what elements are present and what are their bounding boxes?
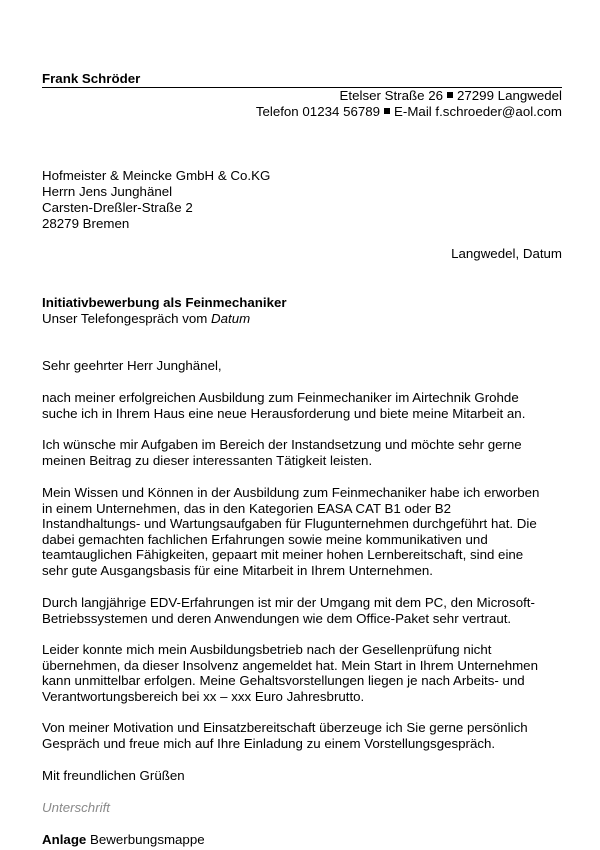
- recipient-person: Herrn Jens Junghänel: [42, 184, 173, 199]
- paragraph-line: sehr gute Ausgangsbasis für eine Mitarbeit in Ihrem Unternehmen.: [42, 562, 433, 578]
- sender-phone: Telefon 01234 56789: [255, 104, 381, 119]
- subject-line: Initiativbewerbung als Feinmechaniker: [42, 295, 287, 310]
- attachment-text: Bewerbungsmappe: [90, 832, 205, 847]
- separator-square-icon: [384, 108, 390, 114]
- attachment-label: Anlage: [42, 832, 87, 847]
- recipient-city: 28279 Bremen: [42, 216, 130, 231]
- body-paragraph-4: [42, 595, 572, 626]
- body-paragraph-3: [42, 485, 572, 579]
- sender-contact: [256, 104, 562, 120]
- attachment-line: [42, 832, 205, 848]
- body-paragraph-5: [42, 642, 572, 704]
- paragraph-line: Gespräch und freue mich auf Ihre Einladung zu einem Vorstellungsgespräch.: [42, 735, 496, 751]
- sender-email: E-Mail f.schroeder@aol.com: [394, 104, 562, 119]
- closing-phrase: Mit freundlichen Grüßen: [42, 768, 185, 783]
- paragraph-line: nach meiner erfolgreichen Ausbildung zum Feinmechaniker im Airtechnik Grohde: [42, 390, 519, 405]
- paragraph-line: Mein Wissen und Können in der Ausbildung zum Feinmechaniker habe ich erworben: [42, 485, 540, 500]
- signature-placeholder: Unterschrift: [42, 800, 110, 815]
- sender-city: 27299 Langwedel: [457, 88, 562, 103]
- paragraph-line: Instandhaltungs- und Wartungsaufgaben für Flugunternehmen durchgeführt hat. Die: [42, 516, 537, 532]
- paragraph-line: Betriebssystemen und deren Anwendungen wie dem Office-Paket sehr vertraut.: [42, 610, 512, 626]
- sender-street: Etelser Straße 26: [339, 88, 443, 103]
- sender-name: Frank Schröder: [42, 71, 141, 86]
- body-paragraph-2: [42, 437, 572, 468]
- paragraph-line: teamtauglichen Fähigkeiten, gepaart mit meiner hohen Lernbereitschaft, sind eine: [42, 547, 524, 563]
- paragraph-line: suche ich in Ihrem Haus eine neue Herausforderung und biete meine Mitarbeit an.: [42, 405, 526, 421]
- paragraph-line: Durch langjährige EDV-Erfahrungen ist mir der Umgang mit dem PC, den Microsoft-: [42, 595, 535, 610]
- reference-date-placeholder: Datum: [211, 311, 251, 326]
- paragraph-line: in einem Unternehmen, das in den Kategorien EASA CAT B1 oder B2: [42, 500, 452, 516]
- paragraph-line: meinen Beitrag zu dieser interessanten Tätigkeit leisten.: [42, 452, 373, 468]
- recipient-address: [42, 168, 270, 232]
- body-paragraph-1: [42, 390, 572, 421]
- separator-square-icon: [447, 92, 453, 98]
- recipient-street: Carsten-Dreßler-Straße 2: [42, 200, 193, 215]
- date-line: Langwedel, Datum: [451, 246, 562, 261]
- paragraph-line: übernehmen, da dieser Insolvenz angemeldet hat. Mein Start in Ihrem Unternehmen: [42, 657, 538, 673]
- paragraph-line: Leider konnte mich mein Ausbildungsbetrieb nach der Gesellenprüfung nicht: [42, 642, 492, 657]
- reference-line: [42, 311, 250, 327]
- body-paragraph-6: [42, 720, 572, 751]
- paragraph-line: dabei gemachten fachlichen Erfahrungen sowie meine kommunikativen und: [42, 531, 488, 547]
- salutation: Sehr geehrter Herr Junghänel,: [42, 358, 222, 373]
- sender-address: [340, 88, 562, 104]
- paragraph-line: Ich wünsche mir Aufgaben im Bereich der Instandsetzung und möchte sehr gerne: [42, 437, 522, 452]
- paragraph-line: Von meiner Motivation und Einsatzbereitschaft überzeuge ich Sie gerne persönlich: [42, 720, 528, 735]
- reference-prefix: Unser Telefongespräch vom: [42, 311, 212, 326]
- paragraph-line: kann unmittelbar erfolgen. Meine Gehaltsvorstellungen liegen je nach Arbeits- und: [42, 673, 525, 689]
- recipient-company: Hofmeister & Meincke GmbH & Co.KG: [42, 168, 271, 183]
- paragraph-line: Verantwortungsbereich bei xx – xxx Euro Jahresbrutto.: [42, 688, 365, 704]
